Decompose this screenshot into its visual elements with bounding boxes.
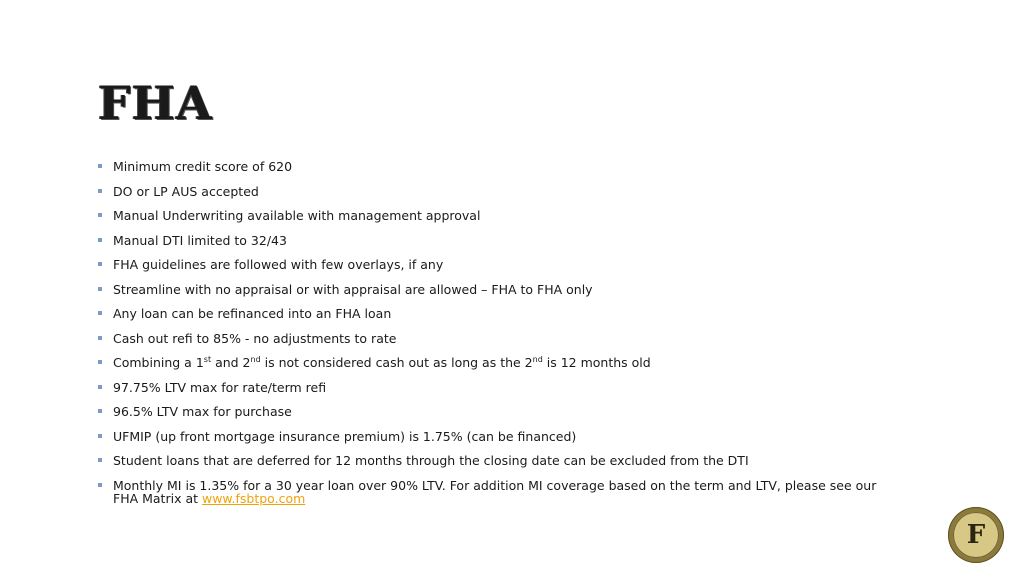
superscript: nd [532,355,543,364]
bullet-icon [98,458,102,462]
bullet-text: Any loan can be refinanced into an FHA loan [113,306,392,321]
bullet-text: UFMIP (up front mortgage insurance premium) is 1.75% (can be financed) [113,428,577,444]
bullet-icon [98,385,102,389]
bullet-text: DO or LP AUS accepted [113,183,259,199]
bullet-icon [98,189,102,193]
bullet-item-combining [98,356,898,369]
bullet-item-monthly-mi [98,479,898,505]
bullet-item [98,381,898,394]
bullet-icon [98,213,102,217]
fsbtpo-link[interactable]: www.fsbtpo.com [201,490,306,506]
bullet-text: FHA guidelines are followed with few overlays, if any [113,257,444,272]
bullet-icon [98,336,102,340]
bullet-icon [98,434,102,438]
bullet-item [98,209,898,222]
bullet-icon [98,262,102,266]
bullet-text [113,478,876,506]
bullet-text: 96.5% LTV max for purchase [113,404,292,419]
text-run: is 12 months old [542,355,651,370]
slide-title: FHA [98,76,213,130]
bullet-icon [98,287,102,291]
superscript: st [203,355,212,364]
text-run: Combining a 1 [113,355,204,370]
logo-letter: F [966,520,986,550]
bullet-item [98,405,898,418]
bullet-item [98,430,898,443]
bullet-text: Minimum credit score of 620 [113,159,293,174]
superscript: nd [250,355,261,364]
text-run: is not considered cash out as long as the 2 [260,355,533,370]
bullet-item [98,454,898,467]
bullet-text: Manual DTI limited to 32/43 [113,232,287,248]
bullet-item [98,258,898,271]
bullet-icon [98,311,102,315]
bullet-item [98,332,898,345]
bullet-text: Cash out refi to 85% - no adjustments to rate [113,330,397,346]
bullet-list [98,160,898,516]
bullet-icon [98,164,102,168]
text-run: Monthly MI is 1.35% for a 30 year loan over 90% LTV. For addition MI coverage based on the term and LTV, please see our FHA Matrix at [113,477,877,506]
text-run: and 2 [211,355,251,370]
bullet-icon [98,409,102,413]
bullet-item [98,160,898,173]
bullet-icon [98,360,102,364]
bullet-text: Streamline with no appraisal or with appraisal are allowed – FHA to FHA only [113,281,593,297]
bullet-item [98,234,898,247]
bullet-text: 97.75% LTV max for rate/term refi [113,379,327,395]
bullet-text [113,355,651,370]
bullet-text: Student loans that are deferred for 12 months through the closing date can be excluded from the DTI [113,453,749,468]
bullet-item [98,283,898,296]
bullet-text: Manual Underwriting available with management approval [113,208,481,223]
logo-medallion [953,512,999,558]
bullet-item [98,185,898,198]
bullet-icon [98,238,102,242]
company-logo [948,507,1004,563]
bullet-icon [98,483,102,487]
bullet-item [98,307,898,320]
